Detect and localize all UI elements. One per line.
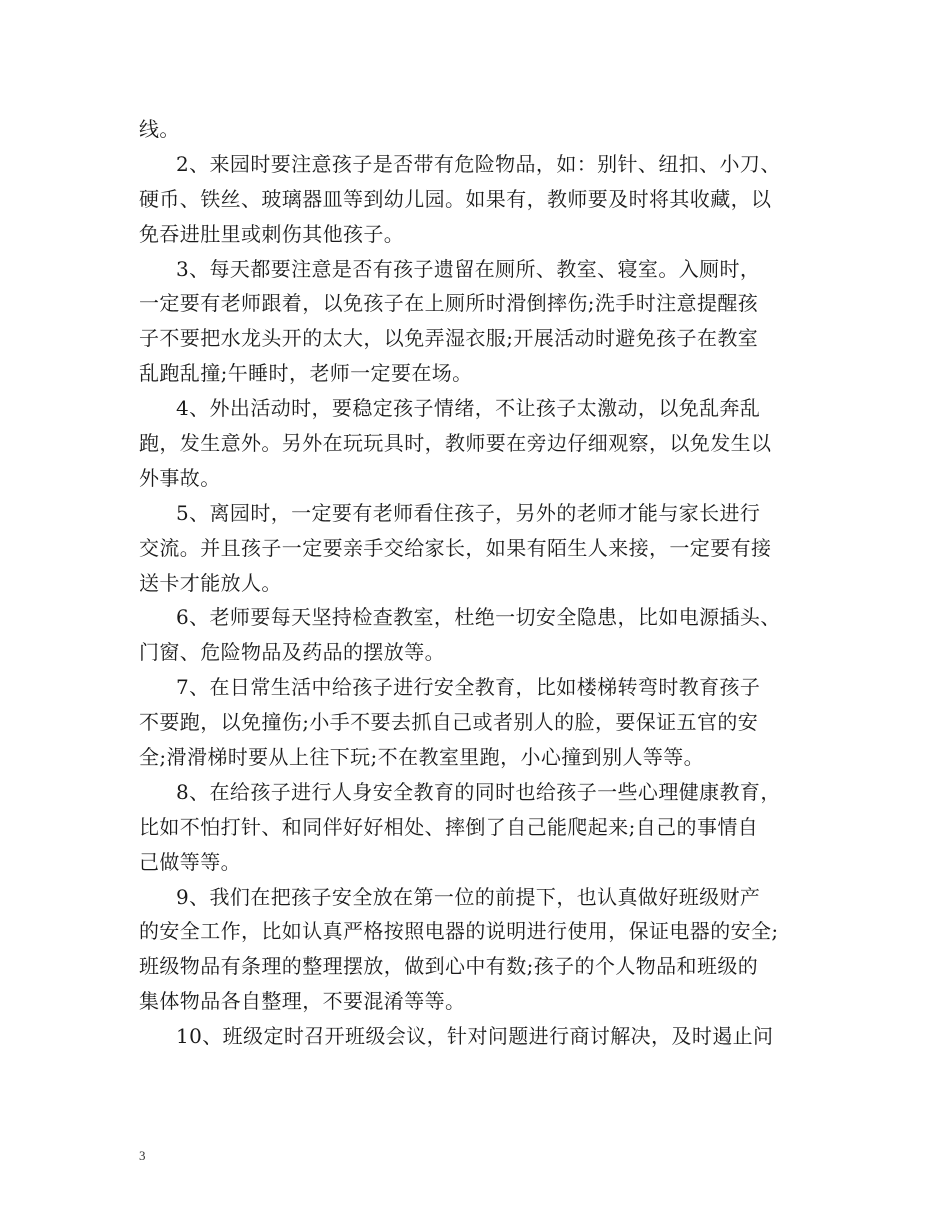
text-line: 己做等等。	[139, 849, 241, 874]
text-line: 子不要把水龙头开的太大，以免弄湿衣服;开展活动时避免孩子在教室	[139, 326, 759, 351]
text-line: 乱跑乱撞;午睡时，老师一定要在场。	[139, 361, 473, 386]
text-line: 跑，发生意外。另外在玩玩具时，教师要在旁边仔细观察，以免发生以	[139, 431, 772, 456]
text-line: 比如不怕打针、和同伴好好相处、摔倒了自己能爬起来;自己的事情自	[139, 814, 759, 839]
paragraph-first-line: 8、在给孩子进行人身安全教育的同时也给孩子一些心理健康教育，	[176, 779, 781, 804]
paragraph-first-line: 3、每天都要注意是否有孩子遗留在厕所、教室、寝室。入厕时，	[176, 256, 761, 281]
text-line: 的安全工作，比如认真严格按照电器的说明进行使用，保证电器的安全;	[139, 919, 779, 944]
text-line: 硬币、铁丝、玻璃器皿等到幼儿园。如果有，教师要及时将其收藏，以	[139, 186, 772, 211]
paragraph-first-line: 7、在日常生活中给孩子进行安全教育，比如楼梯转弯时教育孩子	[176, 675, 761, 700]
text-line: 班级物品有条理的整理摆放，做到心中有数;孩子的个人物品和班级的	[139, 954, 759, 979]
text-line: 交流。并且孩子一定要亲手交给家长，如果有陌生人来接，一定要有接	[139, 535, 772, 560]
paragraph-first-line: 5、离园时，一定要有老师看住孩子，另外的老师才能与家长进行	[176, 500, 761, 525]
paragraph-first-line: 9、我们在把孩子安全放在第一位的前提下，也认真做好班级财产	[176, 884, 761, 909]
paragraph-first-line: 6、老师要每天坚持检查教室，杜绝一切安全隐患，比如电源插头、	[176, 605, 781, 630]
paragraph-first-line: 10、班级定时召开班级会议，针对问题进行商讨解决，及时遏止问	[176, 1024, 774, 1049]
page-number: 3	[139, 1148, 146, 1163]
text-line: 外事故。	[139, 465, 221, 490]
text-line: 送卡才能放人。	[139, 570, 282, 595]
paragraph-first-line: 4、外出活动时，要稳定孩子情绪，不让孩子太激动，以免乱奔乱	[176, 396, 761, 421]
text-line: 不要跑，以免撞伤;小手不要去抓自己或者别人的脸，要保证五官的安	[139, 710, 759, 735]
text-line: 集体物品各自整理，不要混淆等等。	[139, 989, 466, 1014]
text-line: 一定要有老师跟着，以免孩子在上厕所时滑倒摔伤;洗手时注意提醒孩	[139, 291, 759, 316]
paragraph-first-line: 2、来园时要注意孩子是否带有危险物品，如：别针、纽扣、小刀、	[176, 151, 781, 176]
text-line: 线。	[139, 117, 180, 141]
document-body	[139, 112, 819, 1054]
text-line: 全;滑滑梯时要从上往下玩;不在教室里跑，小心撞到别人等等。	[139, 745, 705, 770]
text-line: 门窗、危险物品及药品的摆放等。	[139, 640, 445, 665]
text-line: 免吞进肚里或刺伤其他孩子。	[139, 221, 405, 246]
